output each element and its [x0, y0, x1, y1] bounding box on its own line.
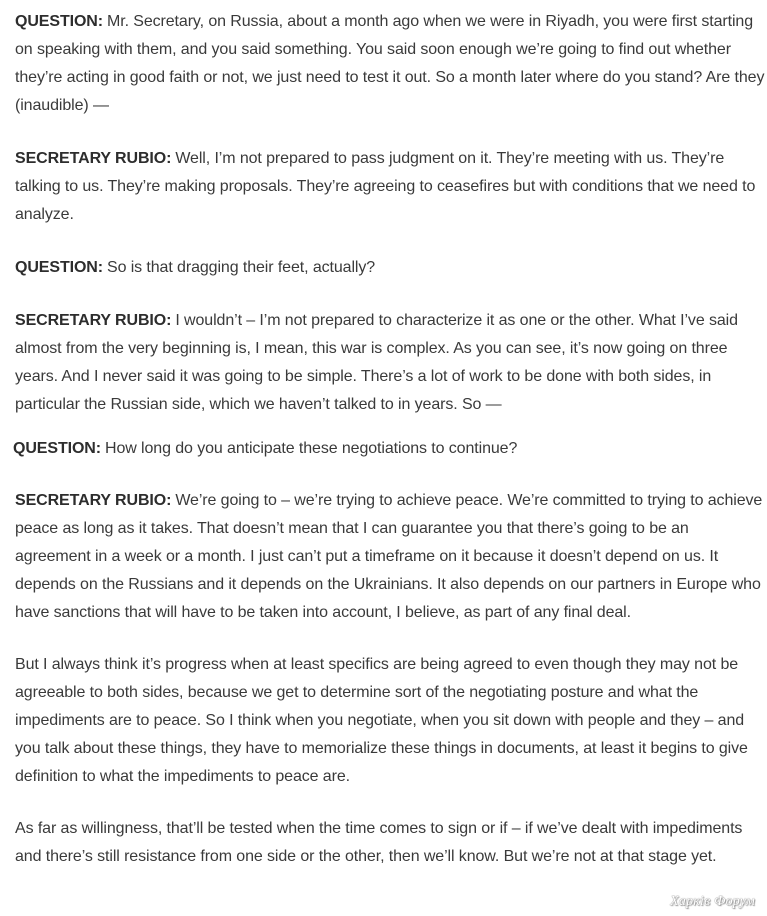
- paragraph-text: But I always think it’s progress when at least specifics are being agreed to even though they may not be agreeable to both sides, because we get to determine sort of the negotiating posture and what the impediments are to peace. So I think when you negotiate, when you sit down with people and they – and you talk about these things, they have to memorialize these things in documents, at least it begins to give definition to what the impediments to peace are.: [15, 656, 748, 785]
- transcript-paragraph: [15, 145, 767, 229]
- paragraph-text: I wouldn’t – I’m not prepared to characterize it as one or the other. What I’ve said almost from the very beginning is, I mean, this war is complex. As you can see, it’s now going on three years. And I never said it was going to be simple. There’s a lot of work to be done with both sides, in particular the Russian side, which we haven’t talked to in years. So —: [15, 312, 738, 413]
- paragraph-text: Mr. Secretary, on Russia, about a month ago when we were in Riyadh, you were first starting on speaking with them, and you said something. You said soon enough we’re going to find out whether they’re acting in good faith or not, we just need to test it out. So a month later where do you stand? Are they (inaudible) —: [15, 13, 765, 114]
- speaker-label: QUESTION:: [15, 13, 103, 30]
- transcript-paragraph: [13, 435, 767, 463]
- transcript-paragraph: [15, 254, 767, 282]
- paragraph-text: We’re going to – we’re trying to achieve peace. We’re committed to trying to achieve peace as long as it takes. That doesn’t mean that I can guarantee you that there’s going to be an agreement in a week or a month. I just can’t put a timeframe on it because it doesn’t depend on us. It depends on the Russians and it depends on the Ukrainians. It also depends on our partners in Europe who have sanctions that will have to be taken into account, I believe, as part of any final deal.: [15, 492, 763, 621]
- transcript-paragraph: [15, 8, 767, 120]
- transcript: [15, 8, 767, 871]
- paragraph-text: Well, I’m not prepared to pass judgment on it. They’re meeting with us. They’re talking to us. They’re making proposals. They’re agreeing to ceasefires but with conditions that we need to analyze.: [15, 150, 756, 223]
- paragraph-text: As far as willingness, that’ll be tested when the time comes to sign or if – if we’ve dealt with impediments and there’s still resistance from one side or the other, then we’ll know. But we’re not at that stage yet.: [15, 820, 743, 865]
- speaker-label: SECRETARY RUBIO:: [15, 492, 172, 509]
- paragraph-text: How long do you anticipate these negotiations to continue?: [105, 440, 518, 457]
- transcript-paragraph: [15, 815, 767, 871]
- transcript-paragraph: [15, 487, 767, 627]
- watermark: Харків Форум: [670, 894, 755, 909]
- speaker-label: QUESTION:: [15, 259, 103, 276]
- speaker-label: QUESTION:: [13, 440, 101, 457]
- transcript-paragraph: [15, 651, 767, 791]
- speaker-label: SECRETARY RUBIO:: [15, 312, 172, 329]
- paragraph-text: So is that dragging their feet, actually?: [107, 259, 376, 276]
- speaker-label: SECRETARY RUBIO:: [15, 150, 172, 167]
- transcript-paragraph: [15, 307, 767, 419]
